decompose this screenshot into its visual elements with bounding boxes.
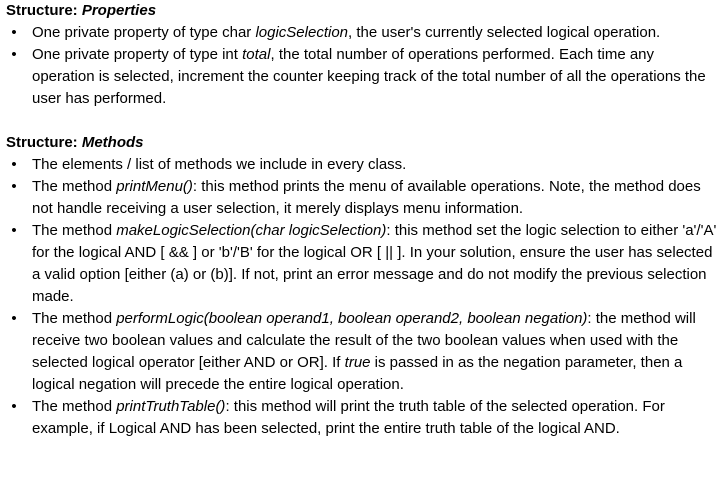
methods-heading (6, 132, 719, 154)
list-item-text (32, 46, 706, 107)
list-item (6, 44, 719, 110)
text-run: The elements / list of methods we include in every class. (32, 156, 407, 173)
italic-text: printMenu() (116, 178, 193, 195)
list-item (6, 176, 719, 220)
text-run: The method (32, 310, 117, 327)
text-run: : this method will print the truth table of the selected operation. For example, if Logical AND has been selected, print the entire truth table of the logical AND. (32, 398, 665, 437)
list-item (6, 154, 719, 176)
methods-heading-em: Methods (81, 134, 144, 151)
section-gap (6, 110, 719, 132)
text-run: : the method will receive two boolean values and calculate the result of the two boolean values when used with the selected logical operator [either AND or OR]. If (32, 310, 696, 371)
list-item (6, 220, 719, 308)
text-run: : this method prints the menu of available operations. Note, the method does not handle receiving a user selection, it merely displays menu information. (32, 178, 701, 217)
methods-list (6, 154, 719, 440)
text-run: , the total number of operations performed. Each time any operation is selected, increment the counter keeping track of the total number of all the operations the user has performed. (32, 46, 706, 107)
list-item (6, 396, 719, 440)
italic-text: logicSelection (255, 24, 349, 41)
italic-text: makeLogicSelection(char logicSelection) (116, 222, 387, 239)
list-item-text (32, 222, 716, 305)
bullet-icon: • (11, 398, 17, 415)
bullet-icon: • (11, 178, 17, 195)
bullet-icon: • (11, 156, 17, 173)
properties-heading-em: Properties (81, 2, 157, 19)
italic-text: total (242, 46, 271, 63)
properties-heading (6, 0, 719, 22)
text-run: is passed in as the negation parameter, then a logical negation will precede the entire logical operation. (32, 354, 683, 393)
text-run: One private property of type char (32, 24, 256, 41)
text-run: : this method set the logic selection to either 'a'/'A' for the logical AND [ && ] or 'b'/'B' for the logical OR [ || ]. In your solution, ensure the user has selected a valid option [either (a) or (b)]. If not, print an error message and do not modify the previous selection made. (32, 222, 717, 305)
list-item-text (32, 310, 696, 393)
text-run: One private property of type int (32, 46, 243, 63)
text-run: The method (32, 398, 117, 415)
list-item-text (32, 156, 406, 173)
list-item (6, 22, 719, 44)
list-item-text (32, 24, 660, 41)
bullet-icon: • (11, 46, 17, 63)
text-run: The method (32, 222, 117, 239)
bullet-icon: • (11, 24, 17, 41)
bullet-icon: • (11, 310, 17, 327)
italic-text: performLogic(boolean operand1, boolean operand2, boolean negation) (116, 310, 588, 327)
methods-heading-prefix: Structure: (6, 134, 82, 151)
italic-text: true (344, 354, 371, 371)
list-item-text (32, 178, 701, 217)
list-item (6, 308, 719, 396)
text-run: , the user's currently selected logical operation. (348, 24, 661, 41)
bullet-icon: • (11, 222, 17, 239)
text-run: The method (32, 178, 117, 195)
list-item-text (32, 398, 665, 437)
properties-list (6, 22, 719, 110)
italic-text: printTruthTable() (116, 398, 226, 415)
properties-heading-prefix: Structure: (6, 2, 82, 19)
